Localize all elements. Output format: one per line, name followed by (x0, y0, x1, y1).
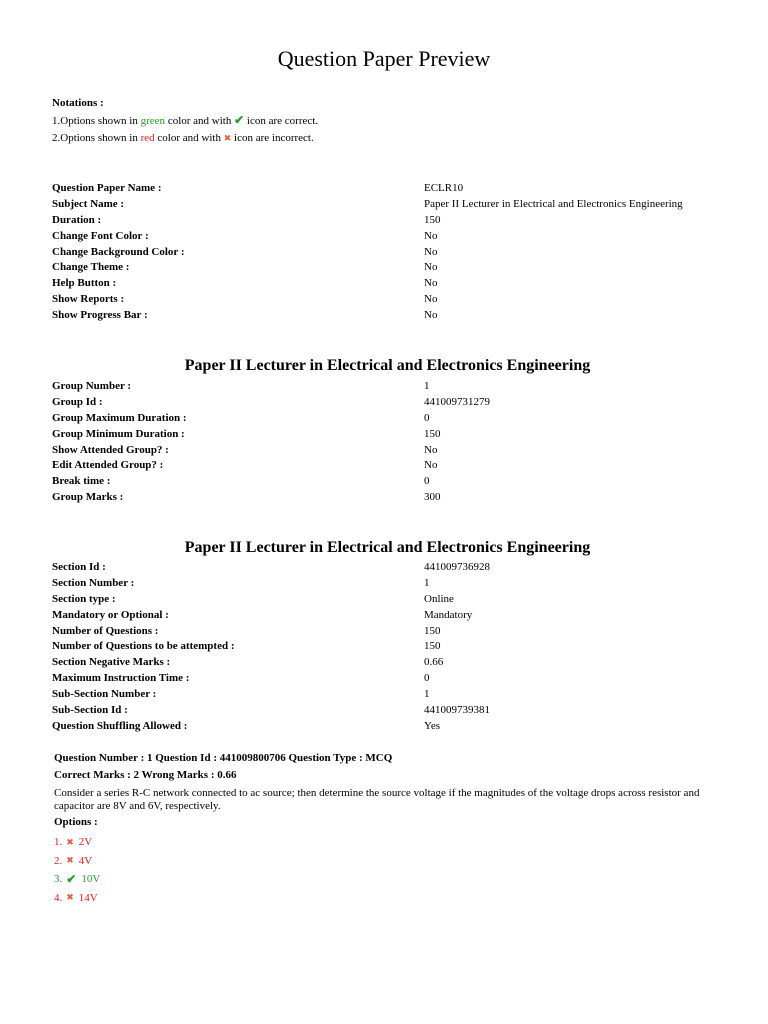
paper-info-row (52, 196, 732, 212)
field-label: Group Id : (52, 395, 103, 408)
option-text: 10V (81, 873, 101, 886)
field-value: 150 (424, 624, 441, 637)
field-value: No (424, 277, 438, 290)
cross-icon: ✖ (223, 133, 232, 143)
option-item (54, 889, 734, 908)
options-label: Options : (54, 816, 98, 828)
field-label: Change Font Color : (52, 229, 149, 242)
group-info-table (52, 378, 732, 505)
section-heading: Paper II Lecturer in Electrical and Electronics Engineering (184, 539, 591, 556)
field-label: Question Shuffling Allowed : (52, 719, 188, 732)
question-header: Question Number : 1 Question Id : 441009800706 Question Type : MCQ (54, 752, 393, 764)
field-label: Sub-Section Number : (52, 688, 157, 701)
field-label: Section Number : (52, 576, 135, 589)
field-value: ECLR10 (424, 181, 464, 194)
field-value: No (424, 459, 438, 472)
field-label: Sub-Section Id : (52, 703, 128, 716)
field-value: 0 (424, 411, 430, 424)
field-value: No (424, 293, 438, 306)
field-label: Group Marks : (52, 491, 124, 504)
field-label: Number of Questions to be attempted : (52, 640, 235, 653)
cross-icon: ✖ (66, 892, 74, 903)
page-title: Question Paper Preview (277, 46, 491, 71)
paper-info-row (52, 244, 732, 260)
field-label: Section Id : (52, 560, 106, 573)
group-info-row (52, 489, 732, 505)
option-number: 4. (54, 891, 63, 904)
question-text: Consider a series R-C network connected to ac source; then determine the source voltage if the magnitudes of the voltage drops across resistor and capacitor are 8V and 6V, respectively. (54, 787, 700, 812)
field-label: Show Attended Group? : (52, 443, 169, 456)
notation-text: icon are correct. (244, 115, 319, 127)
field-value: 1 (424, 688, 430, 701)
section-info-row (52, 559, 732, 575)
field-label: Duration : (52, 213, 102, 226)
section-info-row (52, 686, 732, 702)
field-value: 150 (424, 640, 441, 653)
section-info-row (52, 638, 732, 654)
question-marks: Correct Marks : 2 Wrong Marks : 0.66 (54, 769, 237, 781)
notation-incorrect-line (52, 130, 318, 147)
group-info-row (52, 394, 732, 410)
section-info-table (52, 559, 732, 734)
field-value: Yes (424, 719, 441, 732)
field-value: 0 (424, 672, 430, 685)
cross-icon: ✖ (66, 855, 74, 866)
paper-info-row (52, 275, 732, 291)
field-value: 0 (424, 475, 430, 488)
section-info-row (52, 670, 732, 686)
group-heading: Paper II Lecturer in Electrical and Electronics Engineering (184, 357, 591, 374)
field-label: Section type : (52, 592, 116, 605)
notation-red-word: red (140, 132, 155, 144)
option-text: 4V (78, 854, 93, 867)
option-text: 2V (78, 836, 93, 849)
section-info-row (52, 702, 732, 718)
field-value: 1 (424, 379, 430, 392)
field-label: Group Minimum Duration : (52, 427, 185, 440)
notation-green-word: green (140, 115, 166, 127)
field-value: 150 (424, 213, 441, 226)
check-icon: ✔ (66, 871, 77, 886)
notation-text: 1.Options shown in (52, 115, 141, 127)
field-label: Group Number : (52, 379, 132, 392)
field-value: 150 (424, 427, 441, 440)
notation-correct-line (52, 112, 318, 130)
notations-heading: Notations : (52, 97, 104, 109)
section-info-row (52, 591, 732, 607)
field-label: Question Paper Name : (52, 181, 162, 194)
section-info-row (52, 607, 732, 623)
option-text: 14V (78, 891, 98, 904)
paper-info-table (52, 180, 732, 323)
section-info-row (52, 718, 732, 734)
field-label: Edit Attended Group? : (52, 459, 164, 472)
option-number: 3. (54, 873, 63, 886)
field-value: 441009739381 (424, 703, 490, 716)
field-value: 441009731279 (424, 395, 490, 408)
option-item (54, 833, 734, 852)
check-icon: ✔ (234, 113, 245, 127)
field-value: Online (424, 592, 454, 605)
option-number: 2. (54, 854, 63, 867)
notations-block (52, 95, 318, 147)
field-label: Show Progress Bar : (52, 309, 148, 322)
field-label: Mandatory or Optional : (52, 608, 169, 621)
field-value: No (424, 245, 438, 258)
field-label: Change Theme : (52, 261, 130, 274)
group-info-row (52, 473, 732, 489)
field-value: 1 (424, 576, 430, 589)
field-label: Maximum Instruction Time : (52, 672, 190, 685)
section-info-row (52, 654, 732, 670)
field-value: No (424, 443, 438, 456)
section-info-row (52, 623, 732, 639)
group-info-row (52, 410, 732, 426)
paper-info-row (52, 307, 732, 323)
question-block (54, 752, 734, 907)
field-label: Subject Name : (52, 197, 125, 210)
field-label: Group Maximum Duration : (52, 411, 187, 424)
field-value: 0.66 (424, 656, 444, 669)
field-label: Break time : (52, 475, 111, 488)
field-value: No (424, 229, 438, 242)
field-value: 441009736928 (424, 560, 490, 573)
field-value: 300 (424, 491, 441, 504)
notation-text: color and with (165, 115, 235, 127)
paper-info-row (52, 228, 732, 244)
group-info-row (52, 457, 732, 473)
notation-text: 2.Options shown in (52, 132, 141, 144)
field-label: Change Background Color : (52, 245, 185, 258)
option-item (54, 852, 734, 871)
option-number: 1. (54, 836, 63, 849)
paper-info-row (52, 291, 732, 307)
group-info-row (52, 378, 732, 394)
paper-info-row (52, 259, 732, 275)
field-label: Section Negative Marks : (52, 656, 171, 669)
field-value: Mandatory (424, 608, 473, 621)
paper-info-row (52, 212, 732, 228)
field-label: Number of Questions : (52, 624, 159, 637)
field-value: Paper II Lecturer in Electrical and Electronics Engineering (424, 197, 683, 210)
group-info-row (52, 442, 732, 458)
options-list (54, 833, 734, 907)
notation-text: icon are incorrect. (231, 132, 314, 144)
field-value: No (424, 309, 438, 322)
field-label: Help Button : (52, 277, 117, 290)
option-item (54, 870, 734, 889)
notation-text: color and with (154, 132, 224, 144)
paper-info-row (52, 180, 732, 196)
group-info-row (52, 426, 732, 442)
field-label: Show Reports : (52, 293, 125, 306)
section-info-row (52, 575, 732, 591)
field-value: No (424, 261, 438, 274)
cross-icon: ✖ (66, 836, 74, 847)
